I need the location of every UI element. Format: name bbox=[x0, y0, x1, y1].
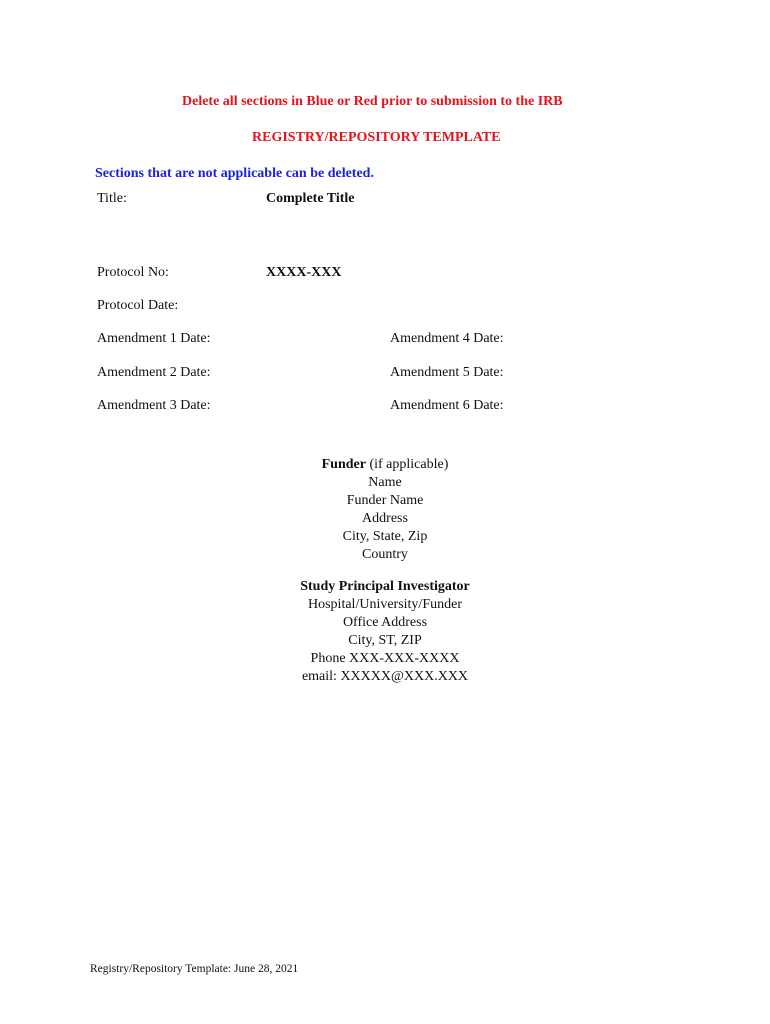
title-label: Title: bbox=[97, 191, 127, 206]
funder-line-country: Country bbox=[362, 547, 408, 562]
funder-heading: Funder bbox=[321, 457, 366, 472]
investigator-heading-line bbox=[0, 578, 770, 596]
protocol-no-value: XXXX-XXX bbox=[266, 265, 342, 280]
template-title: REGISTRY/REPOSITORY TEMPLATE bbox=[252, 130, 501, 145]
funder-line-city-state-zip: City, State, Zip bbox=[342, 529, 428, 544]
amendment-2-date-label: Amendment 2 Date: bbox=[97, 365, 211, 380]
funder-line-address: Address bbox=[362, 511, 408, 526]
protocol-date-label: Protocol Date: bbox=[97, 298, 179, 313]
amendment-4-date-label: Amendment 4 Date: bbox=[390, 331, 504, 346]
amendment-6-date-label: Amendment 6 Date: bbox=[390, 398, 504, 413]
amendment-3-date-label: Amendment 3 Date: bbox=[97, 398, 211, 413]
footer-text: Registry/Repository Template: June 28, 2021 bbox=[90, 963, 299, 975]
amendment-1-date-label: Amendment 1 Date: bbox=[97, 331, 211, 346]
investigator-line-institution: Hospital/University/Funder bbox=[308, 597, 462, 612]
amendment-5-date-label: Amendment 5 Date: bbox=[390, 365, 504, 380]
investigator-line-city-st-zip: City, ST, ZIP bbox=[348, 633, 422, 648]
funder-block bbox=[0, 456, 770, 564]
investigator-line-email: email: XXXXX@XXX.XXX bbox=[301, 669, 469, 684]
funder-line-name: Name bbox=[368, 475, 402, 490]
funder-heading-line bbox=[0, 456, 770, 474]
investigator-block bbox=[0, 578, 770, 686]
funder-heading-note: (if applicable) bbox=[365, 457, 449, 472]
investigator-line-phone: Phone XXX-XXX-XXXX bbox=[310, 651, 460, 666]
protocol-no-label: Protocol No: bbox=[97, 265, 169, 280]
title-value: Complete Title bbox=[266, 191, 355, 206]
funder-line-funder-name: Funder Name bbox=[346, 493, 424, 508]
sections-note: Sections that are not applicable can be deleted. bbox=[95, 166, 374, 181]
investigator-line-office-address: Office Address bbox=[342, 615, 428, 630]
delete-notice: Delete all sections in Blue or Red prior to submission to the IRB bbox=[182, 94, 563, 109]
investigator-heading: Study Principal Investigator bbox=[300, 579, 470, 594]
